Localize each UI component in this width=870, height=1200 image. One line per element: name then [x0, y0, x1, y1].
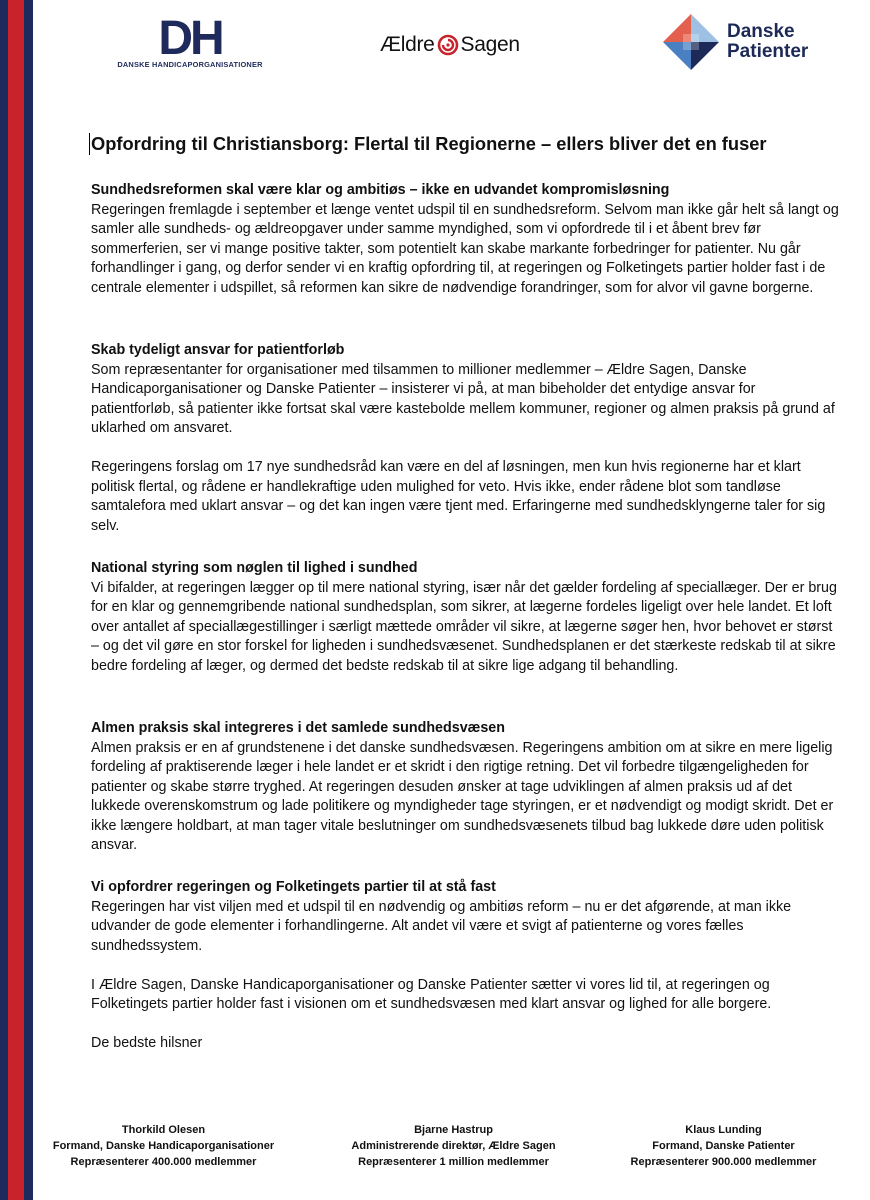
section-ansvar [91, 341, 841, 536]
signer-name: Bjarne Hastrup [414, 1124, 493, 1136]
stripe-navy-inner [24, 0, 33, 1200]
signer-members: Repræsenterer 1 million medlemmer [358, 1156, 549, 1168]
section-heading: Skab tydeligt ansvar for patientforløb [91, 342, 345, 358]
closing-greeting: De bedste hilsner [91, 1035, 203, 1051]
signature-danske-patienter [606, 1122, 841, 1170]
dh-logo-name: DANSKE HANDICAPORGANISATIONER [117, 60, 263, 69]
signature-aeldre-sagen [336, 1122, 571, 1170]
danske-patienter-logo [661, 12, 808, 72]
section-paragraph: Regeringen har vist viljen med et udspil til en nødvendig og ambitiøs reform – nu er det afgørende, at man ikke udvander de gode elementer i forhandlingerne. Alt andet vil være et svigt af patienterne og vores fælles sundhedssystem. [91, 898, 792, 954]
spiral-icon [437, 34, 459, 56]
section-national-styring [91, 559, 841, 676]
signer-name: Klaus Lunding [685, 1124, 762, 1136]
signer-role: Formand, Danske Handicaporganisationer [52, 1140, 275, 1152]
page-title: Opfordring til Christiansborg: Flertal til Regionerne – ellers bliver det en fuser [91, 133, 767, 154]
signer-role: Formand, Danske Patienter [652, 1140, 795, 1152]
section-heading: National styring som nøglen til lighed i sundhed [91, 560, 418, 576]
dp-logo-text [727, 22, 808, 62]
signer-name: Thorkild Olesen [121, 1124, 206, 1136]
section-heading: Vi opfordrer regeringen og Folketingets partier til at stå fast [91, 879, 496, 895]
side-stripes [0, 0, 34, 1200]
signer-role: Administrerende direktør, Ældre Sagen [351, 1140, 556, 1152]
section-paragraph: Vi bifalder, at regeringen lægger op til mere national styring, især når det gælder fordeling af speciallæger. Der er brug for en klar og gennemgribende national sundhedsplan, som sikrer, at lægerne fordeles ligeligt over hele landet. Et loft over antallet af speciallægestillinger i særligt mættede områder vil sikre, at lægerne søger hen, hvor behovet er størst – og det vil gøre en stor forskel for ligheden i sundhedsvæsenet. Sundhedsplanen er det stærkeste redskab til at sikre bedre fordeling af læger, og dermed det bedste redskab til at sikre lige adgang til behandling. [91, 579, 837, 674]
section-almen-praksis [91, 719, 841, 856]
section-paragraph: Regeringen fremlagde i september et længe ventet udspil til en sundhedsreform. Selvom man ikke går helt så langt og samler alle sundheds- og ældreopgaver under samme myndighed, som vi opfordrede til i et åbent brev før sommerferien, ser vi mange positive takter, som potentielt kan skabe markante forbedringer for patienter. Nu går forhandlinger i gang, og derfor sender vi en kraftig opfordring til, at regeringen og Folketingets partier holder fast i de centrale elementer i udspillet, så reformen kan sikre de nødvendige forandringer, som for alvor vil gavne borgerne. [91, 201, 839, 296]
stripe-red [8, 0, 24, 1200]
stripe-navy [0, 0, 8, 1200]
section-paragraph: Almen praksis er en af grundstenene i det danske sundhedsvæsen. Regeringens ambition om at sikre en mere ligelig fordeling af praktiserende læger i hele landet er et skridt i den rigtige retning. Det vil forbedre tilgængeligheden for patienter og skabe større tryghed. At regeringen desuden ønsker at tage udviklingen af almen praksis ud af det lukkede overenskomstrum og lade politikere og myndigheder tage styringen, er et nødvendigt og modigt skridt. Det er ikke længere holdbart, at man tager vitale beslutninger om sundhedsvæsenets tilbud bag lukkede døre uden politisk ansvar. [91, 739, 834, 853]
aeldre-sagen-logo [380, 30, 520, 60]
section-opfordring [91, 878, 841, 1054]
section-paragraph: Som repræsentanter for organisationer med tilsammen to millioner medlemmer – Ældre Sagen, Danske Handicaporganisationer og Danske Patienter – insisterer vi på, at man bibeholder det entydige ansvar for patientforløb, så patienter ikke fortsat skal være kastebolde mellem kommuner, regioner og almen praksis på grund af uklarhed om ansvaret. [91, 361, 835, 436]
section-paragraph: I Ældre Sagen, Danske Handicaporganisationer og Danske Patienter sætter vi vores lid til, at regeringen og Folketingets partier holder fast i visionen om et sundhedsvæsen med klart ansvar og lighed for alle borgere. [91, 976, 772, 1012]
diamond-icon [661, 12, 721, 72]
signer-members: Repræsenterer 900.000 medlemmer [630, 1156, 817, 1168]
dh-logo [90, 14, 290, 74]
dh-mark-text: DH [158, 14, 222, 58]
dp-logo-line1: Danske [727, 21, 795, 42]
signer-members: Repræsenterer 400.000 medlemmer [70, 1156, 257, 1168]
section-heading: Sundhedsreformen skal være klar og ambitiøs – ikke en udvandet kompromisløsning [91, 182, 670, 198]
logo-header [34, 0, 870, 90]
signature-dh [46, 1122, 281, 1170]
dh-logo-mark [132, 14, 248, 58]
aeldre-logo-right: Sagen [460, 33, 520, 56]
section-paragraph: Regeringens forslag om 17 nye sundhedsråd kan være en del af løsningen, men kun hvis regionerne har et klart politisk flertal, og rådene er handlekraftige uden mulighed for veto. Hvis ikke, ender rådene blot som tandløse samtalefora med uklart ansvar – og det kan ingen være tjent med. Erfaringerne med sundhedsklyngerne taler for sig selv. [91, 459, 826, 534]
section-reform [91, 181, 841, 298]
aeldre-logo-left: Ældre [380, 33, 435, 56]
dp-logo-line2: Patienter [727, 41, 809, 62]
section-heading: Almen praksis skal integreres i det samlede sundhedsvæsen [91, 720, 505, 736]
